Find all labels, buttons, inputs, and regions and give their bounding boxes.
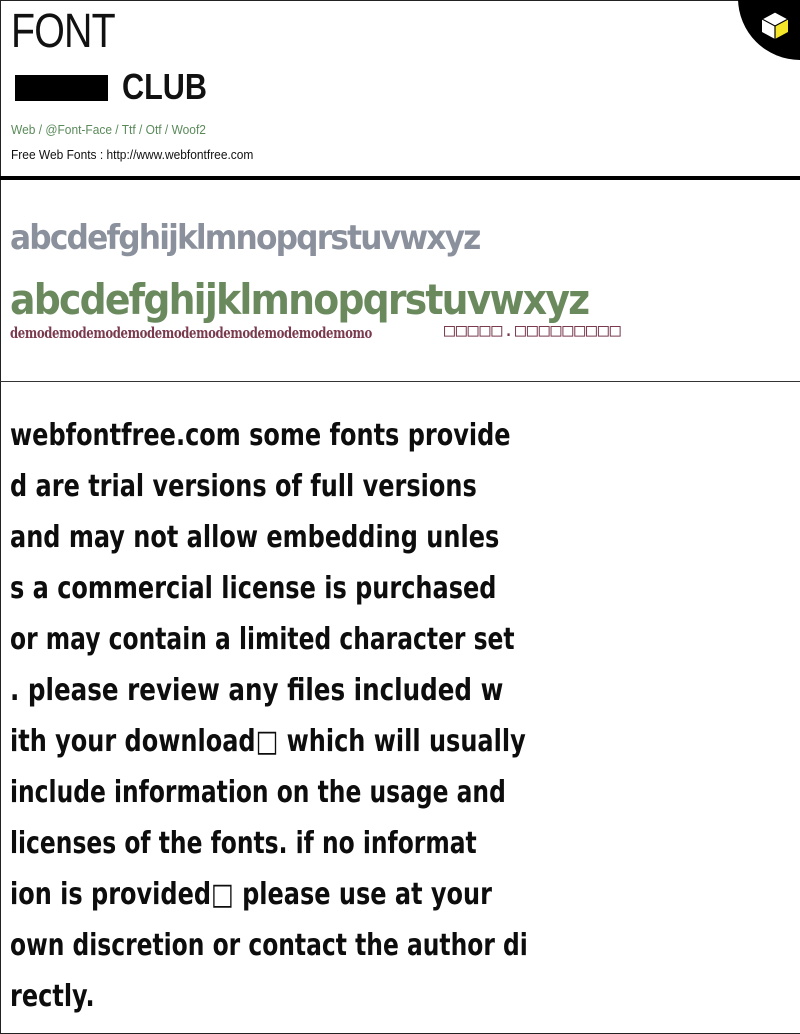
paragraph-line: include information on the usage and bbox=[10, 775, 506, 810]
paragraph-line: or may contain a limited character set bbox=[10, 622, 515, 657]
sample-missing-glyphs: □□□□□.□□□□□□□□□ bbox=[444, 320, 622, 341]
paragraph-line: ith your download□ which will usually bbox=[10, 724, 526, 759]
sample-demo-text: demodemodemodemodemodemodemodemodemodemomo bbox=[10, 324, 372, 342]
glyph-samples bbox=[0, 180, 800, 380]
sample-lowercase-grey: abcdefghijklmnopqrstuvwxyz bbox=[10, 218, 480, 258]
header bbox=[0, 0, 800, 176]
brand-bar bbox=[15, 75, 108, 101]
paragraph-line: own discretion or contact the author di bbox=[10, 928, 528, 963]
sample-lowercase-green: abcdefghijklmnopqrstuvwxyz bbox=[10, 275, 589, 324]
paragraph-line: webfontfree.com some fonts provide bbox=[10, 418, 511, 453]
brand-title-club: CLUB bbox=[122, 66, 207, 107]
site-link[interactable]: Free Web Fonts : http://www.webfontfree.com bbox=[11, 147, 254, 162]
paragraph-line: . please review any files included w bbox=[10, 673, 504, 708]
paragraph-line: licenses of the fonts. if no informat bbox=[10, 826, 477, 861]
brand-title-font: FONT bbox=[11, 5, 115, 58]
paragraph-line: and may not allow embedding unles bbox=[10, 520, 500, 555]
paragraph-line: d are trial versions of full versions bbox=[10, 469, 477, 504]
sample-paragraph bbox=[0, 382, 800, 1032]
paragraph-line: ion is provided□ please use at your bbox=[10, 877, 492, 912]
cube-icon[interactable] bbox=[760, 10, 790, 40]
paragraph-line: rectly. bbox=[10, 979, 95, 1014]
format-links[interactable]: Web / @Font-Face / Ttf / Otf / Woof2 bbox=[11, 122, 206, 137]
paragraph-line: s a commercial license is purchased bbox=[10, 571, 497, 606]
